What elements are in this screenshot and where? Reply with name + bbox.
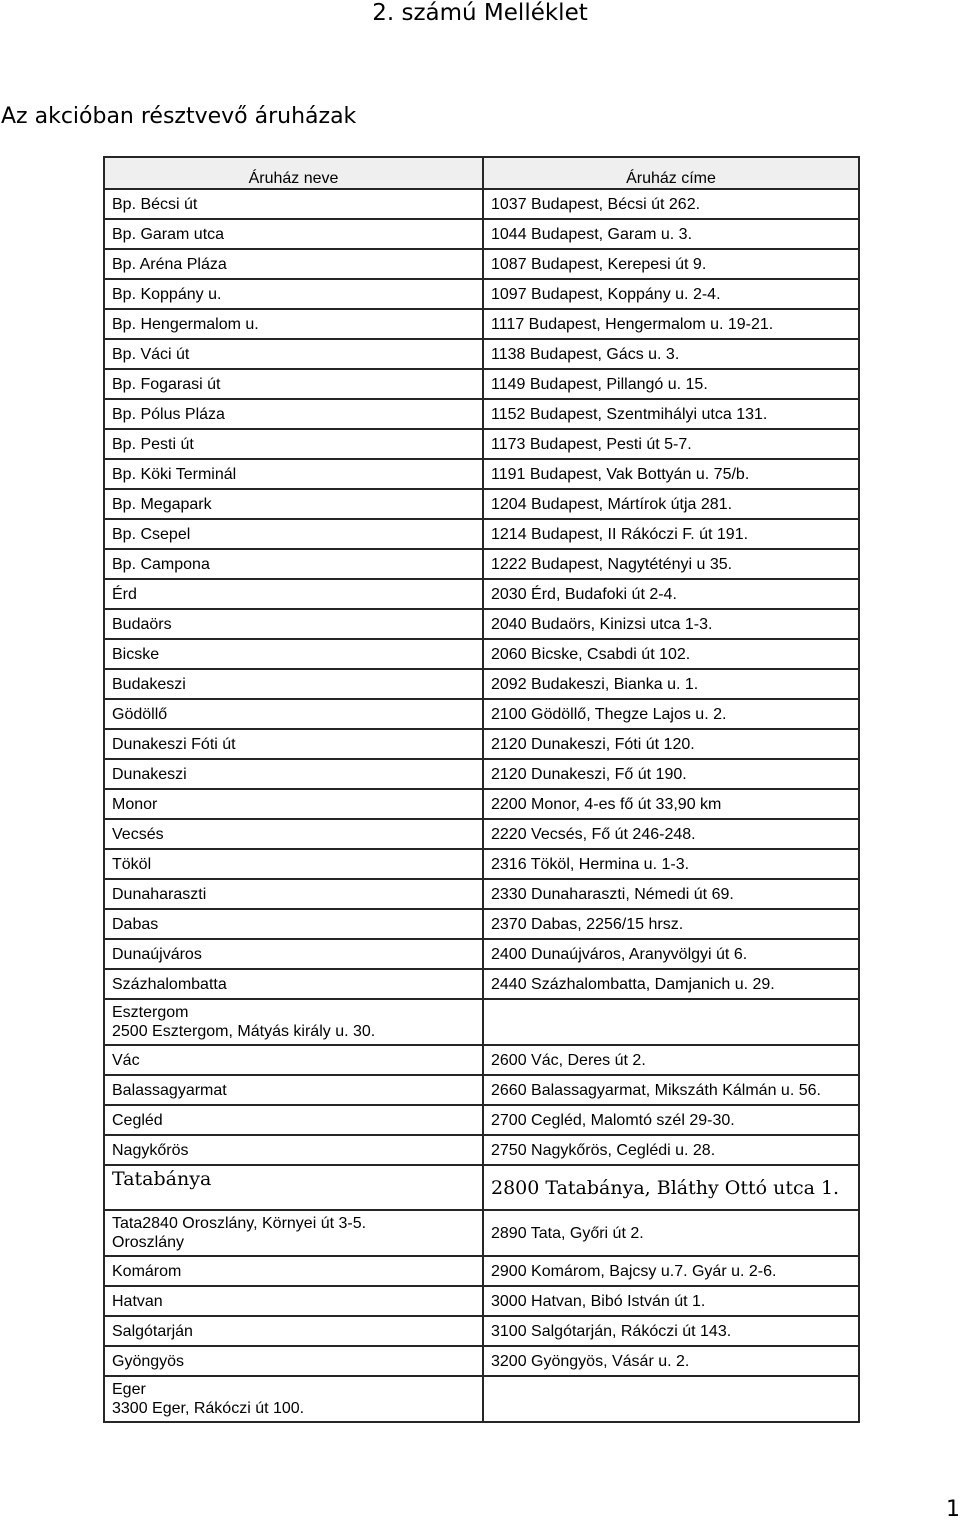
store-name: Bp. Fogarasi út — [112, 375, 221, 393]
table-row — [104, 1105, 859, 1135]
table-row — [104, 1165, 859, 1210]
table-row — [104, 1256, 859, 1286]
store-name: Bp. Campona — [112, 555, 210, 573]
page-title: 2. számú Melléklet — [372, 0, 588, 26]
store-address-cell — [483, 849, 859, 879]
column-header-store-name: Áruház neve — [104, 157, 483, 189]
store-name-cell — [104, 489, 483, 519]
store-address: 2750 Nagykőrös, Ceglédi u. 28. — [491, 1141, 716, 1159]
table-row — [104, 609, 859, 639]
store-name: Cegléd — [112, 1111, 163, 1129]
store-address: 1117 Budapest, Hengermalom u. 19-21. — [491, 315, 774, 333]
table-row — [104, 549, 859, 579]
store-name-cell — [104, 999, 483, 1045]
store-address-cell — [483, 699, 859, 729]
store-name-cell — [104, 939, 483, 969]
table-row — [104, 1316, 859, 1346]
store-address: 2060 Bicske, Csabdi út 102. — [491, 645, 691, 663]
store-address: 2220 Vecsés, Fő út 246-248. — [491, 825, 696, 843]
store-address-cell — [483, 909, 859, 939]
store-name-cell — [104, 1075, 483, 1105]
store-address-cell — [483, 1376, 859, 1422]
table-row — [104, 519, 859, 549]
store-address: 2400 Dunaújváros, Aranyvölgyi út 6. — [491, 945, 748, 963]
store-name: Salgótarján — [112, 1322, 193, 1340]
store-name: Budakeszi — [112, 675, 186, 693]
store-address-cell — [483, 459, 859, 489]
store-address-cell — [483, 1316, 859, 1346]
table-row — [104, 669, 859, 699]
store-address-cell — [483, 429, 859, 459]
store-address: 1191 Budapest, Vak Bottyán u. 75/b. — [491, 465, 750, 483]
store-address: 2900 Komárom, Bajcsy u.7. Gyár u. 2-6. — [491, 1262, 777, 1280]
store-address: 2890 Tata, Győri út 2. — [491, 1224, 644, 1242]
table-row — [104, 249, 859, 279]
store-name: Dunaújváros — [112, 945, 202, 963]
store-address-cell — [483, 789, 859, 819]
table-row — [104, 759, 859, 789]
store-address: 1214 Budapest, II Rákóczi F. út 191. — [491, 525, 749, 543]
store-name: Bp. Csepel — [112, 525, 191, 543]
store-name: Bp. Hengermalom u. — [112, 315, 259, 333]
store-address-cell — [483, 609, 859, 639]
store-name: Komárom — [112, 1262, 182, 1280]
store-address: 1087 Budapest, Kerepesi út 9. — [491, 255, 707, 273]
store-name: Dunakeszi — [112, 765, 187, 783]
store-address-cell — [483, 639, 859, 669]
store-address-cell — [483, 1105, 859, 1135]
table-row — [104, 879, 859, 909]
store-name: Bp. Megapark — [112, 495, 212, 513]
table-row — [104, 369, 859, 399]
store-name-cell — [104, 909, 483, 939]
store-address-cell — [483, 669, 859, 699]
store-name: Bp. Bécsi út — [112, 195, 198, 213]
store-name: Vác — [112, 1051, 140, 1069]
store-address: 2316 Tököl, Hermina u. 1-3. — [491, 855, 690, 873]
table-row — [104, 1286, 859, 1316]
store-address: 1149 Budapest, Pillangó u. 15. — [491, 375, 708, 393]
store-name: Vecsés — [112, 825, 164, 843]
store-name-cell — [104, 429, 483, 459]
store-address: 1044 Budapest, Garam u. 3. — [491, 225, 693, 243]
store-address: 2120 Dunakeszi, Fő út 190. — [491, 765, 687, 783]
store-name-cell — [104, 399, 483, 429]
store-address-cell — [483, 399, 859, 429]
store-name: Bp. Pesti út — [112, 435, 194, 453]
store-name: Dabas — [112, 915, 159, 933]
store-address-cell — [483, 1135, 859, 1165]
store-name: Bicske — [112, 645, 160, 663]
store-name-cell — [104, 1286, 483, 1316]
store-name-cell — [104, 789, 483, 819]
page-number: 1 — [946, 1497, 960, 1522]
table-row — [104, 639, 859, 669]
store-address-cell — [483, 939, 859, 969]
store-address-cell — [483, 729, 859, 759]
table-row — [104, 189, 859, 219]
store-address: 1138 Budapest, Gács u. 3. — [491, 345, 680, 363]
store-address: 2800 Tatabánya, Bláthy Ottó utca 1. — [491, 1176, 840, 1199]
store-name-cell — [104, 459, 483, 489]
store-name: Bp. Koppány u. — [112, 285, 222, 303]
store-name: Gödöllő — [112, 705, 168, 723]
store-name-cell — [104, 609, 483, 639]
table-row — [104, 969, 859, 999]
store-name-line2: Oroszlány — [112, 1234, 185, 1251]
store-name-cell — [104, 1376, 483, 1422]
store-name: Gyöngyös — [112, 1352, 185, 1370]
table-row — [104, 579, 859, 609]
store-address: 1173 Budapest, Pesti út 5-7. — [491, 435, 692, 453]
store-address-cell — [483, 189, 859, 219]
store-name: Hatvan — [112, 1292, 163, 1310]
store-address-cell — [483, 819, 859, 849]
store-name-cell — [104, 1045, 483, 1075]
store-address-cell — [483, 879, 859, 909]
table-row — [104, 849, 859, 879]
table-row — [104, 1075, 859, 1105]
store-address-cell — [483, 1165, 859, 1210]
store-name-cell — [104, 1256, 483, 1286]
store-address: 2040 Budaörs, Kinizsi utca 1-3. — [491, 615, 713, 633]
table-row — [104, 429, 859, 459]
store-name-cell — [104, 639, 483, 669]
store-name-cell — [104, 519, 483, 549]
store-name: Eger — [112, 1381, 146, 1398]
table-row — [104, 699, 859, 729]
table-row — [104, 1346, 859, 1376]
store-address-cell — [483, 759, 859, 789]
store-name: Nagykőrös — [112, 1141, 189, 1159]
table-row — [104, 309, 859, 339]
store-name-cell — [104, 879, 483, 909]
store-name: Bp. Aréna Pláza — [112, 255, 227, 273]
table-row — [104, 729, 859, 759]
column-header-store-address: Áruház címe — [483, 157, 859, 189]
store-name-cell — [104, 219, 483, 249]
store-address: 2330 Dunaharaszti, Némedi út 69. — [491, 885, 734, 903]
table-row — [104, 819, 859, 849]
store-name-cell — [104, 549, 483, 579]
store-address-cell — [483, 369, 859, 399]
store-address-cell — [483, 279, 859, 309]
table-row — [104, 939, 859, 969]
store-address: 2200 Monor, 4-es fő út 33,90 km — [491, 795, 722, 813]
store-name: Dunakeszi Fóti út — [112, 735, 236, 753]
table-row — [104, 1376, 859, 1422]
table-row — [104, 1135, 859, 1165]
store-name: Budaörs — [112, 615, 172, 633]
store-name-cell — [104, 1210, 483, 1256]
table-row — [104, 999, 859, 1045]
store-name-cell — [104, 729, 483, 759]
store-address-cell — [483, 1256, 859, 1286]
store-name: Dunaharaszti — [112, 885, 207, 903]
store-name-cell — [104, 1165, 483, 1210]
table-row — [104, 399, 859, 429]
store-name-line2: 2500 Esztergom, Mátyás király u. 30. — [112, 1023, 376, 1040]
table-row — [104, 1210, 859, 1256]
store-address-cell — [483, 249, 859, 279]
store-address: 2700 Cegléd, Malomtó szél 29-30. — [491, 1111, 735, 1129]
store-name-cell — [104, 849, 483, 879]
store-name-cell — [104, 759, 483, 789]
store-address-cell — [483, 219, 859, 249]
store-name: Bp. Köki Terminál — [112, 465, 237, 483]
store-address: 2600 Vác, Deres út 2. — [491, 1051, 646, 1069]
store-address-cell — [483, 1286, 859, 1316]
table-row — [104, 1045, 859, 1075]
store-address-cell — [483, 1346, 859, 1376]
table-row — [104, 279, 859, 309]
store-address-cell — [483, 309, 859, 339]
table-row — [104, 909, 859, 939]
store-name: Százhalombatta — [112, 975, 227, 993]
store-address: 2660 Balassagyarmat, Mikszáth Kálmán u. 56. — [491, 1081, 821, 1099]
store-name-cell — [104, 1105, 483, 1135]
store-name-cell — [104, 189, 483, 219]
store-address: 2100 Gödöllő, Thegze Lajos u. 2. — [491, 705, 727, 723]
table-body — [104, 189, 859, 1422]
store-address-cell — [483, 339, 859, 369]
store-address: 1037 Budapest, Bécsi út 262. — [491, 195, 701, 213]
store-address-cell — [483, 969, 859, 999]
store-address: 2120 Dunakeszi, Fóti út 120. — [491, 735, 695, 753]
store-name-cell — [104, 1346, 483, 1376]
table-row — [104, 459, 859, 489]
store-address: 2370 Dabas, 2256/15 hrsz. — [491, 915, 684, 933]
store-name: Bp. Váci út — [112, 345, 190, 363]
stores-table — [103, 156, 860, 1423]
table-row — [104, 339, 859, 369]
store-address: 2030 Érd, Budafoki út 2-4. — [491, 585, 677, 603]
store-address: 1097 Budapest, Koppány u. 2-4. — [491, 285, 721, 303]
store-name-line2: 3300 Eger, Rákóczi út 100. — [112, 1400, 305, 1417]
store-name: Esztergom — [112, 1004, 189, 1021]
store-address-cell — [483, 549, 859, 579]
store-address-cell — [483, 1045, 859, 1075]
store-address-cell — [483, 1210, 859, 1256]
table-row — [104, 489, 859, 519]
store-name-cell — [104, 699, 483, 729]
store-name-cell — [104, 969, 483, 999]
store-name-cell — [104, 1316, 483, 1346]
store-name-cell — [104, 249, 483, 279]
table-row — [104, 219, 859, 249]
table-row — [104, 789, 859, 819]
store-address: 3100 Salgótarján, Rákóczi út 143. — [491, 1322, 732, 1340]
store-address: 3200 Gyöngyös, Vásár u. 2. — [491, 1352, 690, 1370]
store-name: Bp. Pólus Pláza — [112, 405, 225, 423]
store-name-cell — [104, 669, 483, 699]
store-name: Bp. Garam utca — [112, 225, 225, 243]
table-header-row — [104, 157, 859, 189]
store-name-cell — [104, 339, 483, 369]
store-name: Tatabánya — [112, 1168, 212, 1190]
store-address-cell — [483, 999, 859, 1045]
store-name-cell — [104, 1135, 483, 1165]
store-address-cell — [483, 489, 859, 519]
store-address-cell — [483, 519, 859, 549]
store-name: Balassagyarmat — [112, 1081, 227, 1099]
store-name: Tata2840 Oroszlány, Környei út 3-5. — [112, 1215, 367, 1232]
store-name: Monor — [112, 795, 158, 813]
store-name-cell — [104, 579, 483, 609]
store-address: 1222 Budapest, Nagytétényi u 35. — [491, 555, 733, 573]
store-name-cell — [104, 309, 483, 339]
store-name: Érd — [112, 585, 137, 603]
store-address: 1152 Budapest, Szentmihályi utca 131. — [491, 405, 768, 423]
store-name-cell — [104, 819, 483, 849]
store-address: 2440 Százhalombatta, Damjanich u. 29. — [491, 975, 775, 993]
store-address: 2092 Budakeszi, Bianka u. 1. — [491, 675, 699, 693]
store-address: 1204 Budapest, Mártírok útja 281. — [491, 495, 733, 513]
store-name-cell — [104, 279, 483, 309]
store-name: Tököl — [112, 855, 152, 873]
store-address-cell — [483, 1075, 859, 1105]
store-name-cell — [104, 369, 483, 399]
store-address: 3000 Hatvan, Bibó István út 1. — [491, 1292, 706, 1310]
section-title: Az akcióban résztvevő áruházak — [1, 104, 357, 129]
store-address-cell — [483, 579, 859, 609]
